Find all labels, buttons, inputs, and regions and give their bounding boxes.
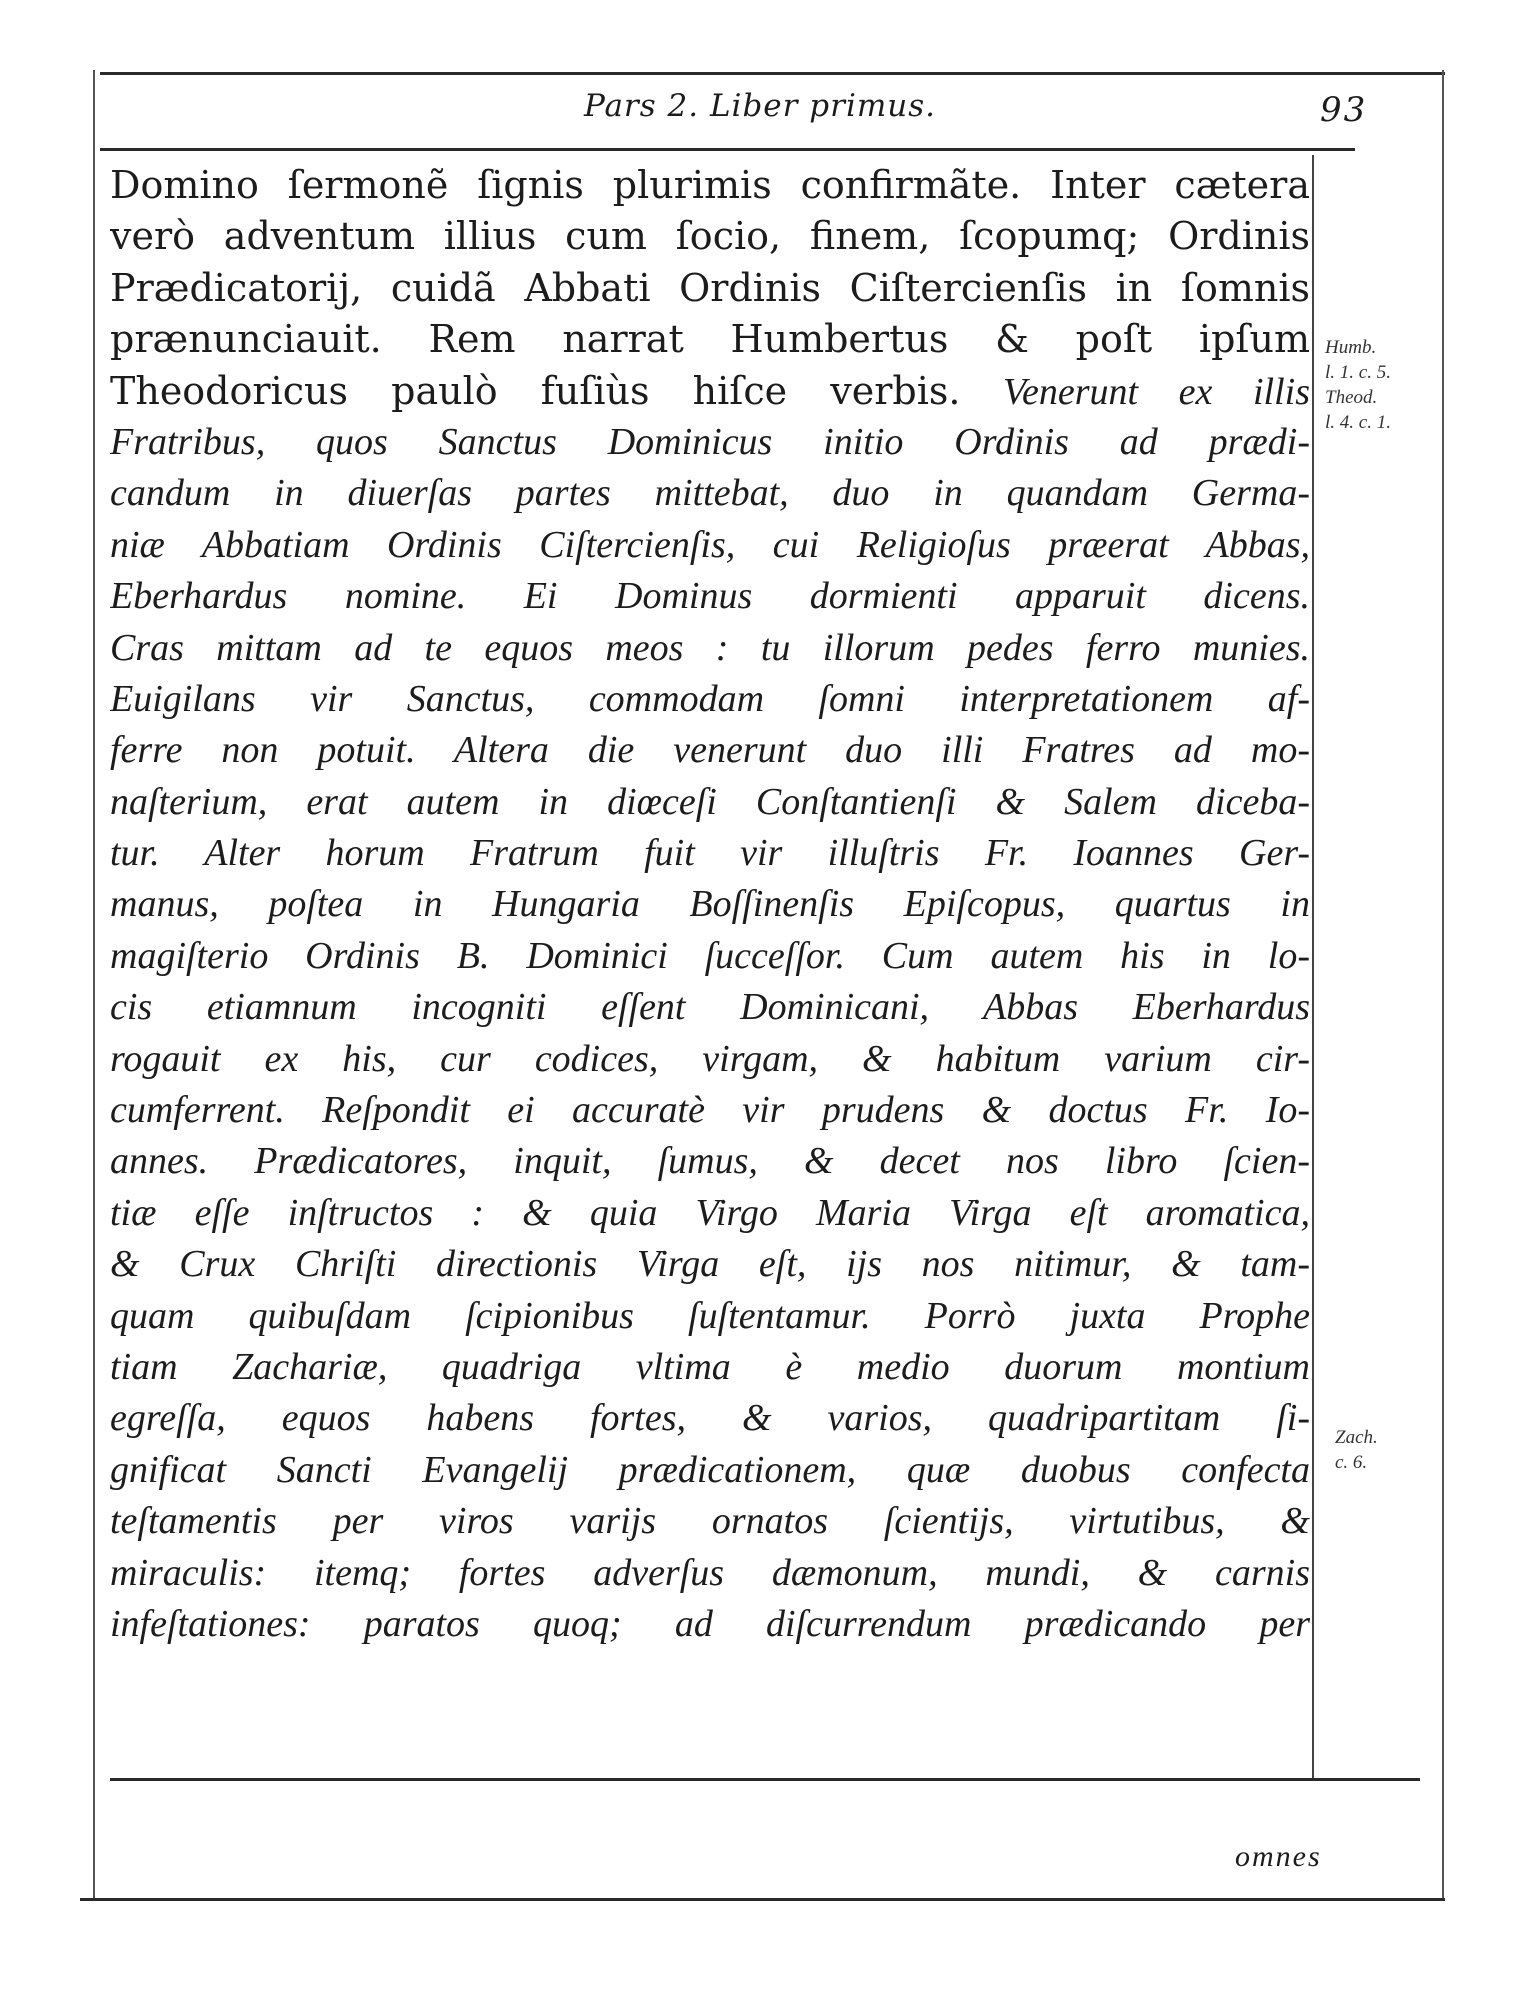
text-line-content: Cras mittam ad te equos meos : tu illorum pedes ferro munies. — [110, 626, 1310, 669]
text-line-content: Domino ſermonẽ ſignis plurimis confirmãte. Inter cætera — [110, 163, 1310, 207]
text-line — [110, 520, 1310, 571]
text-line-content: & Crux Chriſti directionis Virga eſt, ijs nos nitimur, & tam- — [110, 1243, 1310, 1286]
text-line-content: magiſterio Ordinis B. Dominici ſucceſſor. Cum autem his in lo- — [110, 934, 1310, 977]
text-line-content: Fratribus, quos Sanctus Dominicus initio Ordinis ad prædi- — [110, 420, 1310, 463]
text-line-content: rogauit ex his, cur codices, virgam, & habitum varium cir- — [110, 1037, 1310, 1080]
text-bottom-rule — [110, 1778, 1420, 1781]
text-line-content: Theodoricus paulò fuſiùs hiſce verbis. — [110, 368, 961, 413]
text-line — [110, 879, 1310, 930]
text-line-content: egreſſa, equos habens fortes, & varios, quadripartitam ſi- — [110, 1397, 1310, 1440]
text-line-content: tiæ eſſe inſtructos : & quia Virgo Maria Virga eſt aromatica, — [110, 1191, 1310, 1234]
page-right-border — [1442, 70, 1444, 1900]
text-line — [110, 982, 1310, 1033]
text-line — [110, 1445, 1310, 1496]
text-line-content: teſtamentis per viros varijs ornatos ſcientijs, virtutibus, & — [110, 1500, 1310, 1543]
marginal-note-line: Theod. — [1325, 387, 1378, 408]
page-number: 93 — [1320, 90, 1368, 130]
body-text — [110, 160, 1310, 1650]
text-line — [110, 777, 1310, 828]
page-top-rule — [100, 72, 1445, 75]
text-line-content: ferre non potuit. Altera die venerunt duo illi Fratres ad mo- — [110, 729, 1310, 772]
text-line-content: miraculis: itemq; fortes adverſus dæmonum, mundi, & carnis — [110, 1551, 1310, 1594]
text-line — [110, 211, 1310, 262]
text-line — [110, 1548, 1310, 1599]
text-line-content: gnificat Sancti Evangelij prædicationem, quæ duobus confecta — [110, 1448, 1310, 1491]
running-head: Pars 2. Liber primus. — [583, 88, 937, 124]
text-line-content: Prædicatorij, cuidã Abbati Ordinis Ciſtercienſis in ſomnis — [110, 265, 1310, 310]
text-line — [110, 1393, 1310, 1444]
text-line-tail: Venerunt ex illis — [1003, 370, 1310, 413]
catchword: omnes — [1235, 1840, 1322, 1873]
text-line — [110, 1136, 1310, 1187]
text-line-content: tur. Alter horum Fratrum fuit vir illuſtris Fr. Ioannes Ger- — [110, 832, 1310, 875]
text-line-content: infeſtationes: paratos quoq; ad diſcurrendum prædicando per — [110, 1602, 1310, 1645]
text-line — [110, 725, 1310, 776]
text-line-content: annes. Prædicatores, inquit, ſumus, & decet nos libro ſcien- — [110, 1140, 1310, 1183]
text-line — [110, 1239, 1310, 1290]
text-line-content: niæ Abbatiam Ordinis Ciſtercienſis, cui Religioſus præerat Abbas, — [110, 523, 1310, 566]
text-line — [110, 1085, 1310, 1136]
text-line-content: quam quibuſdam ſcipionibus ſuſtentamur. Porrò juxta Prophe — [110, 1294, 1310, 1337]
text-line — [110, 417, 1310, 468]
marginal-note-line: Humb. — [1325, 337, 1377, 358]
marginal-note-line: l. 4. c. 1. — [1325, 412, 1391, 433]
text-line — [110, 314, 1310, 365]
text-line-content: candum in diuerſas partes mittebat, duo in quandam Germa- — [110, 472, 1310, 515]
text-line-content: verò adventum illius cum ſocio, finem, ſcopumq; Ordinis — [110, 214, 1310, 259]
text-line-content: cumferrent. Reſpondit ei accuratè vir prudens & doctus Fr. Io- — [110, 1089, 1310, 1132]
header-rule — [100, 148, 1355, 151]
text-line-content: prænunciauit. Rem narrat Humbertus & poſt ipſum — [110, 317, 1310, 362]
page-bottom-rule — [80, 1898, 1445, 1901]
marginal-note-humbertus — [1325, 335, 1391, 435]
text-line — [110, 1599, 1310, 1650]
text-line — [110, 1496, 1310, 1547]
text-line — [110, 1342, 1310, 1393]
text-line — [110, 571, 1310, 622]
text-line — [110, 674, 1310, 725]
text-line-content: cis etiamnum incogniti eſſent Dominicani, Abbas Eberhardus — [110, 986, 1310, 1029]
text-line — [110, 828, 1310, 879]
text-line — [110, 931, 1310, 982]
page-left-border — [93, 70, 95, 1900]
text-line — [110, 1291, 1310, 1342]
text-line — [110, 1034, 1310, 1085]
marginal-note-zacharias — [1335, 1425, 1378, 1475]
text-line — [110, 1188, 1310, 1239]
marginal-note-line: Zach. — [1335, 1427, 1378, 1448]
text-line-content: naſterium, erat autem in diœceſi Conſtantienſi & Salem diceba- — [110, 780, 1310, 823]
text-line — [110, 366, 1310, 417]
text-line-content: tiam Zachariæ, quadriga vltima è medio duorum montium — [110, 1345, 1310, 1388]
text-line-content: Euigilans vir Sanctus, commodam ſomni interpretationem af- — [110, 677, 1310, 720]
marginal-note-line: c. 6. — [1335, 1452, 1368, 1473]
text-line — [110, 468, 1310, 519]
text-line-content: Eberhardus nomine. Ei Dominus dormienti apparuit dicens. — [110, 575, 1310, 618]
text-line-content: manus, poſtea in Hungaria Boſſinenſis Epiſcopus, quartus in — [110, 883, 1310, 926]
text-line — [110, 160, 1310, 211]
text-line — [110, 263, 1310, 314]
marginal-note-line: l. 1. c. 5. — [1325, 362, 1391, 383]
text-column-right-rule — [1312, 155, 1314, 1780]
text-line — [110, 623, 1310, 674]
